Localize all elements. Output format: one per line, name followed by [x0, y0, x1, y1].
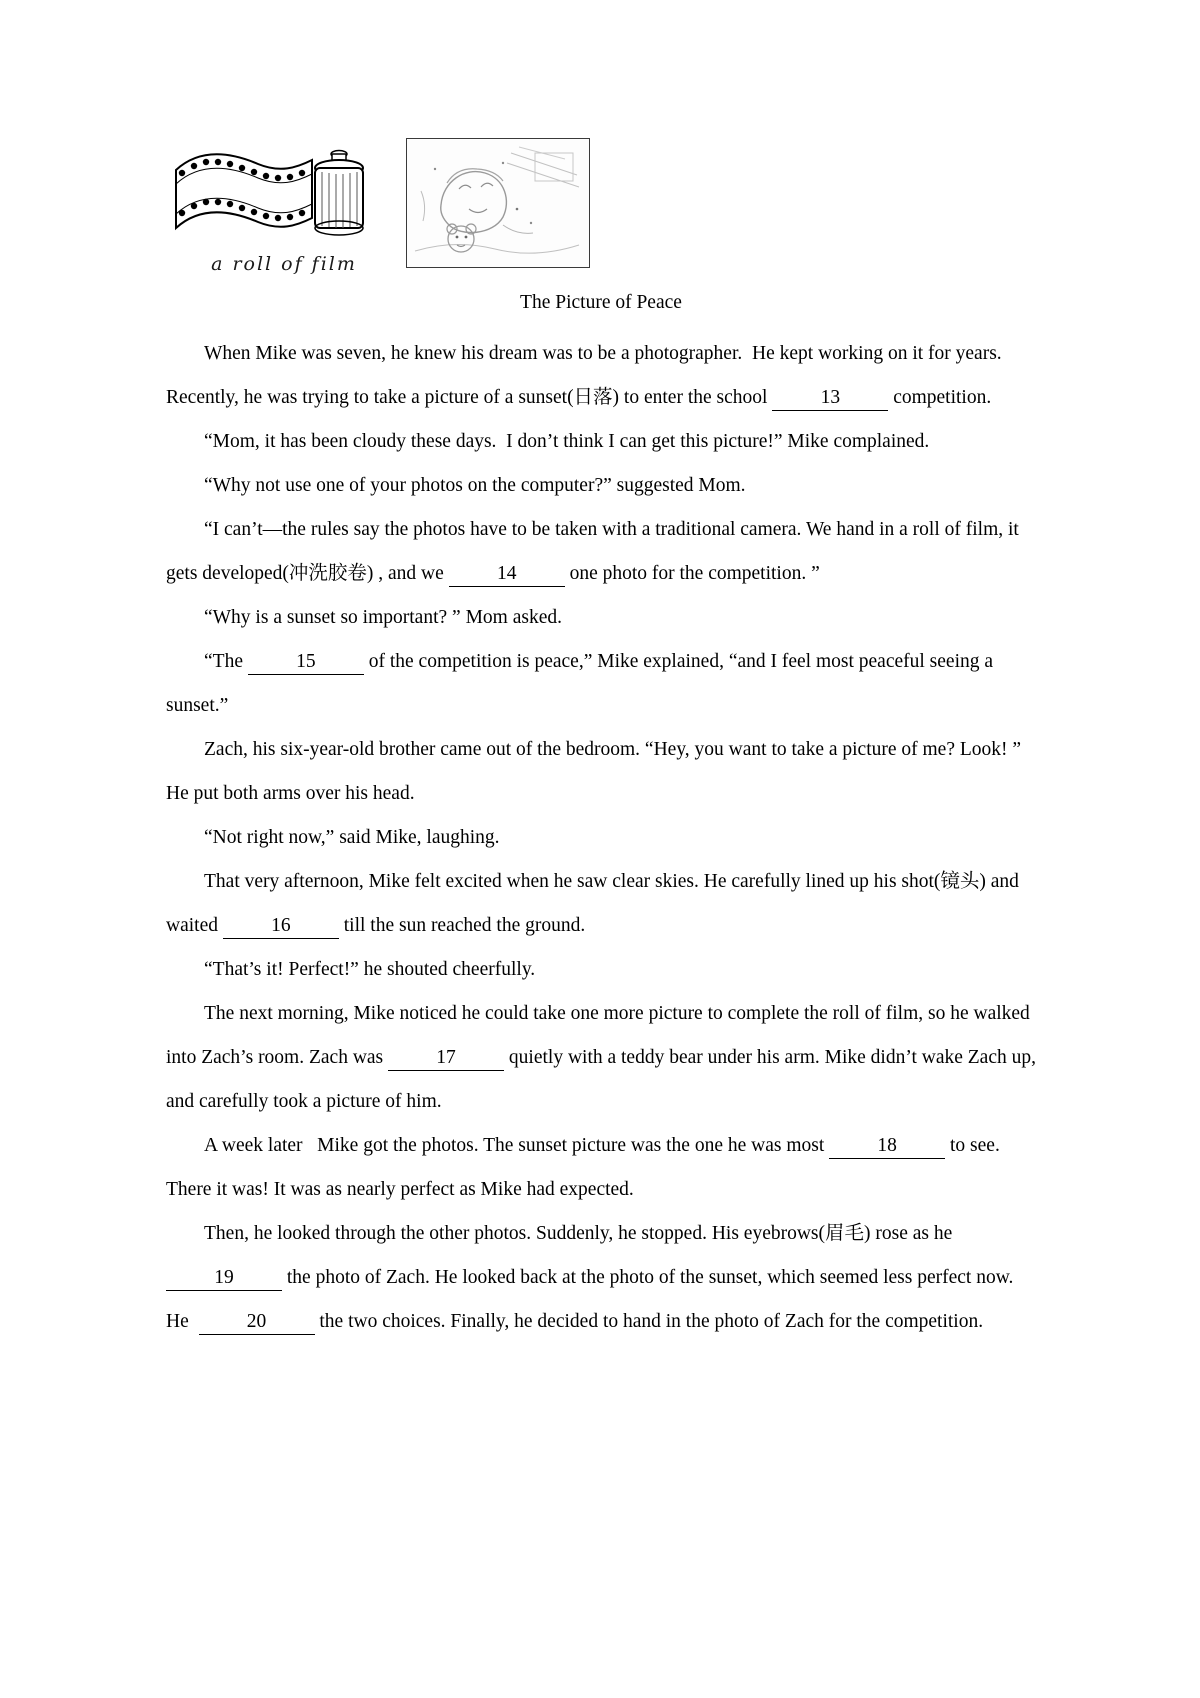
- blank-20: 20: [199, 1310, 315, 1335]
- text-run: “I can’t—the rules say the photos have to be taken with a traditional camera. We hand in a roll of film, it gets developed(冲洗胶卷) , and we: [166, 519, 1019, 584]
- paragraph: [166, 1212, 1036, 1344]
- text-run: “Why not use one of your photos on the computer?” suggested Mom.: [204, 475, 746, 496]
- paragraph: [166, 1124, 1036, 1212]
- paragraph: [166, 992, 1036, 1124]
- text-run: the photo of Zach. He looked back at the photo of the sunset, which seemed less perfect now. He: [166, 1267, 1014, 1332]
- text-run: till the sun reached the ground.: [338, 915, 586, 936]
- blank-18: 18: [829, 1134, 945, 1159]
- text-run: That very afternoon, Mike felt excited when he saw clear skies. He carefully lined up his shot(镜头) and waited: [166, 871, 1019, 936]
- paragraph: [166, 332, 1036, 420]
- paragraph: [166, 948, 1036, 992]
- paragraph: [166, 464, 1036, 508]
- text-run: of the competition is peace,” Mike explained, “and I feel most peaceful seeing a sunset.”: [166, 651, 994, 716]
- blank-15: 15: [248, 650, 364, 675]
- text-run: “That’s it! Perfect!” he shouted cheerfully.: [204, 959, 536, 980]
- blank-16: 16: [223, 914, 339, 939]
- text-run: “Mom, it has been cloudy these days. I don’t think I can get this picture!” Mike complained.: [204, 431, 930, 452]
- text-run: the two choices. Finally, he decided to hand in the photo of Zach for the competition.: [314, 1311, 984, 1332]
- film-roll-illustration: [170, 138, 398, 275]
- text-run: When Mike was seven, he knew his dream was to be a photographer. He kept working on it for years. Recently, he was trying to take a picture of a sunset(日落) to enter the school: [166, 343, 1002, 408]
- text-run: “Not right now,” said Mike, laughing.: [204, 827, 500, 848]
- passage-body: [166, 332, 1036, 1344]
- film-roll-drawing: [170, 138, 398, 248]
- sketch-illustration: [406, 138, 590, 268]
- paragraph: [166, 420, 1036, 464]
- text-run: one photo for the competition. ”: [564, 563, 820, 584]
- paragraph: [166, 640, 1036, 728]
- paragraph: [166, 860, 1036, 948]
- paragraph: [166, 816, 1036, 860]
- passage: [166, 288, 1036, 1344]
- text-run: Then, he looked through the other photos. Suddenly, he stopped. His eyebrows(眉毛) rose as he: [204, 1223, 963, 1244]
- text-run: The next morning, Mike noticed he could take one more picture to complete the roll of film, so he walked into Zach’s room. Zach was: [166, 1003, 1030, 1068]
- blank-13: 13: [772, 386, 888, 411]
- passage-title: The Picture of Peace: [520, 292, 682, 313]
- text-run: quietly with a teddy bear under his arm. Mike didn’t wake Zach up, and carefully took a picture of him.: [166, 1047, 1036, 1112]
- blank-19: 19: [166, 1266, 282, 1291]
- text-run: A week later Mike got the photos. The sunset picture was the one he was most: [204, 1135, 830, 1156]
- text-run: to see. There it was! It was as nearly perfect as Mike had expected.: [166, 1135, 1000, 1200]
- text-run: Zach, his six-year-old brother came out of the bedroom. “Hey, you want to take a picture of me? Look! ” He put both arms over his head.: [166, 739, 1022, 804]
- sketch-drawing: [407, 139, 589, 267]
- blank-14: 14: [449, 562, 565, 587]
- blank-17: 17: [388, 1046, 504, 1071]
- paragraph: [166, 508, 1036, 596]
- header-illustrations: [170, 138, 590, 275]
- paragraph: [166, 596, 1036, 640]
- paragraph: [166, 728, 1036, 816]
- text-run: “Why is a sunset so important? ” Mom asked.: [204, 607, 562, 628]
- film-roll-caption: a roll of film: [211, 253, 357, 275]
- text-run: competition.: [888, 387, 992, 408]
- text-run: “The: [204, 651, 248, 672]
